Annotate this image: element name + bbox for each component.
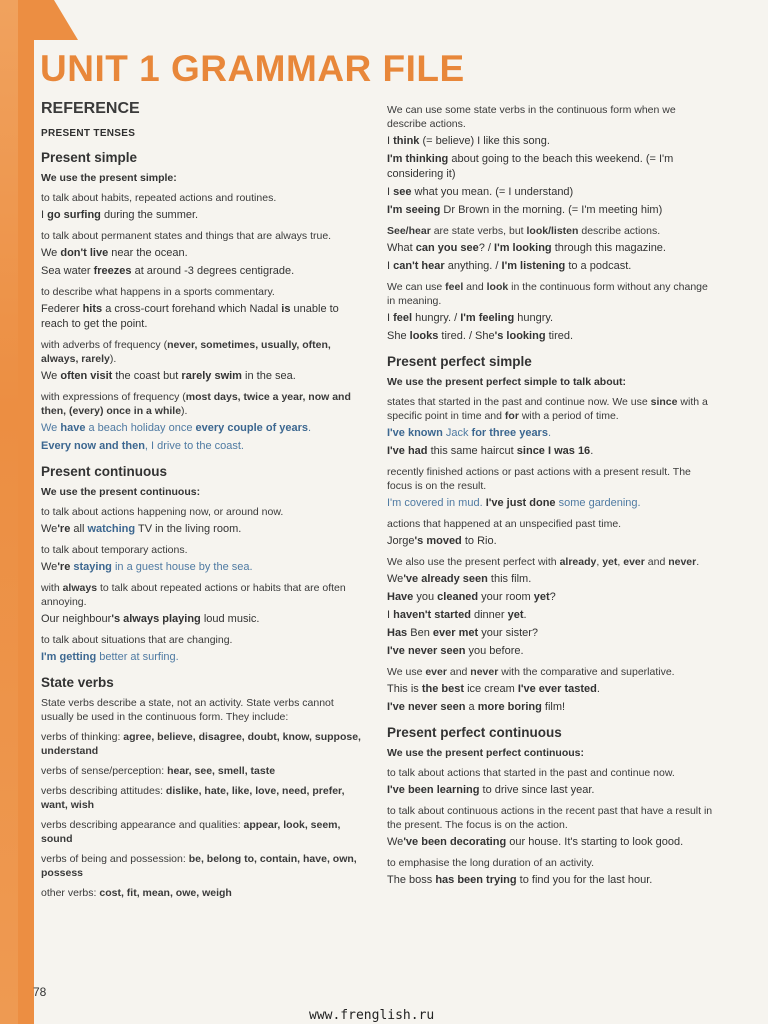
example-sentence: Every now and then, I drive to the coast. — [41, 440, 244, 452]
state-verbs-continuous — [387, 103, 717, 344]
example-sentence: I think (= believe) I like this song. — [387, 135, 550, 147]
rule-text: to talk about habits, repeated actions and routines. — [41, 192, 277, 204]
rule-text: with adverbs of frequency (never, sometimes, usually, often, always, rarely). — [41, 339, 331, 365]
example-sentence: The boss has been trying to find you for the last hour. — [387, 874, 653, 886]
rule-text: to talk about temporary actions. — [41, 544, 188, 556]
left-column — [41, 100, 361, 906]
example-sentence: We're all watching TV in the living room. — [41, 523, 242, 535]
section-heading: Present continuous — [41, 464, 168, 479]
example-sentence: I'm thinking about going to the beach this weekend. (= I'm considering it) — [387, 153, 674, 180]
page-title: UNIT 1 GRAMMAR FILE — [40, 48, 465, 89]
verb-list: verbs of thinking: agree, believe, disagree, doubt, know, suppose, understand — [41, 731, 361, 757]
example-sentence: This is the best ice cream I've ever tasted. — [387, 683, 600, 695]
rule-text: to describe what happens in a sports commentary. — [41, 286, 275, 298]
example-sentence: I can't hear anything. / I'm listening to a podcast. — [387, 260, 632, 272]
state-verbs-section — [41, 675, 361, 900]
tab-edge — [18, 40, 34, 1024]
rule-text: to talk about actions that started in the past and continue now. — [387, 767, 675, 779]
rule-text: actions that happened at an unspecified past time. — [387, 518, 622, 530]
rule-text: We also use the present perfect with already, yet, ever and never. — [387, 556, 700, 568]
footer-url: www.frenglish.ru — [309, 1008, 435, 1023]
section-heading: Present perfect continuous — [387, 725, 562, 740]
present-continuous-section — [41, 464, 361, 665]
example-sentence: I'm covered in mud. I've just done some gardening. — [387, 497, 641, 509]
right-column — [387, 103, 717, 894]
verb-list: verbs describing appearance and qualities: appear, look, seem, sound — [41, 819, 341, 845]
example-sentence: I haven't started dinner yet. — [387, 609, 527, 621]
present-perfect-simple-section — [387, 354, 717, 715]
rule-text: to talk about continuous actions in the recent past that have a result in the present. The focus is on the action. — [387, 805, 713, 831]
example-sentence: I see what you mean. (= I understand) — [387, 186, 574, 198]
rule-text: recently finished actions or past actions with a present result. The focus is on the result. — [387, 466, 691, 492]
example-sentence: Has Ben ever met your sister? — [387, 627, 539, 639]
present-tenses-heading: PRESENT TENSES — [41, 128, 136, 139]
section-heading: Present perfect simple — [387, 354, 532, 369]
section-heading: State verbs — [41, 675, 114, 690]
rule-text: to talk about situations that are changing. — [41, 634, 233, 646]
example-sentence: Sea water freezes at around -3 degrees centigrade. — [41, 265, 295, 277]
section-lead: We use the present simple: — [41, 172, 177, 184]
page-number: 78 — [33, 985, 47, 999]
example-sentence: I've had this same haircut since I was 16. — [387, 445, 594, 457]
section-lead: We use the present continuous: — [41, 486, 201, 498]
tab-corner — [18, 0, 78, 40]
rule-text: with always to talk about repeated actions or habits that are often annoying. — [41, 582, 346, 608]
example-sentence: We have a beach holiday once every couple of years. — [41, 422, 312, 434]
example-sentence: We often visit the coast but rarely swim in the sea. — [41, 370, 296, 382]
section-heading: Present simple — [41, 150, 138, 165]
verb-list: verbs of being and possession: be, belong to, contain, have, own, possess — [41, 853, 357, 879]
tab-strip — [0, 0, 18, 1024]
reference-heading: REFERENCE — [41, 100, 140, 117]
verb-list: verbs describing attitudes: dislike, hate, like, love, need, prefer, want, wish — [41, 785, 345, 811]
example-sentence: What can you see? / I'm looking through this magazine. — [387, 242, 666, 254]
rule-text: states that started in the past and continue now. We use since with a specific point in time and for with a period of time. — [387, 396, 708, 422]
rule-text: We use ever and never with the comparative and superlative. — [387, 666, 675, 678]
example-sentence: Have you cleaned your room yet? — [387, 591, 556, 603]
rule-text: with expressions of frequency (most days, twice a year, now and then, (every) once in a while). — [41, 391, 351, 417]
rule-text: to talk about permanent states and things that are always true. — [41, 230, 332, 242]
rule-text: State verbs describe a state, not an activity. State verbs cannot usually be used in the continuous form. They include: — [41, 697, 334, 723]
section-lead: We use the present perfect simple to talk about: — [387, 376, 627, 388]
example-sentence: I'm seeing Dr Brown in the morning. (= I'm meeting him) — [387, 204, 663, 216]
example-sentence: I feel hungry. / I'm feeling hungry. — [387, 312, 554, 324]
rule-text: to talk about actions happening now, or around now. — [41, 506, 284, 518]
section-lead: We use the present perfect continuous: — [387, 747, 585, 759]
example-sentence: We don't live near the ocean. — [41, 247, 188, 259]
present-perfect-continuous-section — [387, 725, 717, 888]
example-sentence: We've been decorating our house. It's starting to look good. — [387, 836, 684, 848]
example-sentence: Jorge's moved to Rio. — [387, 535, 497, 547]
example-sentence: I'm getting better at surfing. — [41, 651, 179, 663]
example-sentence: She looks tired. / She's looking tired. — [387, 330, 574, 342]
rule-text: We can use some state verbs in the continuous form when we describe actions. — [387, 104, 676, 130]
verb-list: verbs of sense/perception: hear, see, smell, taste — [41, 765, 276, 777]
example-sentence: I go surfing during the summer. — [41, 209, 199, 221]
example-sentence: I've known Jack for three years. — [387, 427, 552, 439]
rule-text: See/hear are state verbs, but look/listen describe actions. — [387, 225, 661, 237]
example-sentence: I've been learning to drive since last year. — [387, 784, 595, 796]
present-simple-section — [41, 150, 361, 454]
example-sentence: I've never seen you before. — [387, 645, 524, 657]
example-sentence: Our neighbour's always playing loud music. — [41, 613, 260, 625]
example-sentence: I've never seen a more boring film! — [387, 701, 566, 713]
rule-text: We can use feel and look in the continuous form without any change in meaning. — [387, 281, 708, 307]
rule-text: to emphasise the long duration of an activity. — [387, 857, 595, 869]
orange-page-tab — [0, 0, 34, 1024]
example-sentence: We're staying in a guest house by the sea. — [41, 561, 253, 573]
verb-list: other verbs: cost, fit, mean, owe, weigh — [41, 887, 232, 899]
example-sentence: Federer hits a cross-court forehand which Nadal is unable to reach to get the point. — [41, 303, 339, 330]
example-sentence: We've already seen this film. — [387, 573, 532, 585]
